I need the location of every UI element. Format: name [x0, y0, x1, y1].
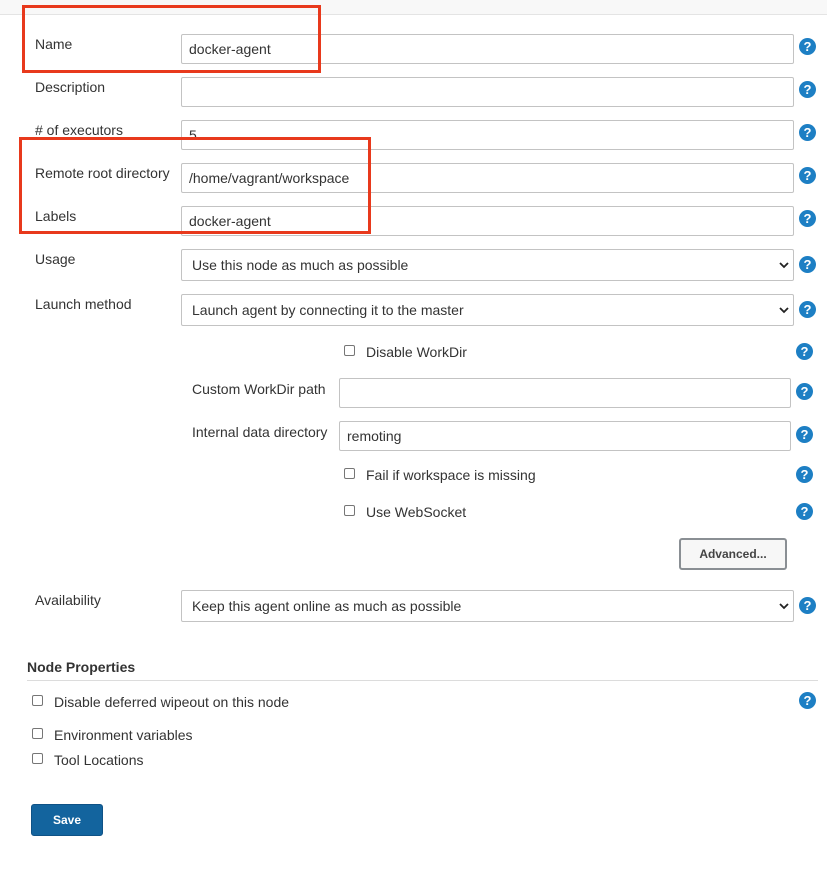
internal-data-label: Internal data directory: [192, 424, 328, 440]
help-icon[interactable]: ?: [799, 256, 816, 273]
usage-select[interactable]: [181, 249, 794, 281]
help-icon[interactable]: ?: [799, 597, 816, 614]
labels-label: Labels: [35, 208, 77, 224]
fail-if-missing-checkbox[interactable]: [344, 468, 355, 479]
help-icon[interactable]: ?: [796, 343, 813, 360]
help-icon[interactable]: ?: [799, 210, 816, 227]
use-websocket-label: Use WebSocket: [366, 504, 467, 520]
launch-method-label: Launch method: [35, 296, 132, 312]
chevron-down-icon: [779, 260, 789, 270]
chevron-down-icon: [779, 601, 789, 611]
tool-locations-checkbox[interactable]: [32, 753, 43, 764]
help-icon[interactable]: ?: [799, 81, 816, 98]
description-input[interactable]: [181, 77, 794, 107]
custom-workdir-input[interactable]: [339, 378, 791, 408]
launch-method-select[interactable]: [181, 294, 794, 326]
help-icon[interactable]: ?: [796, 426, 813, 443]
chevron-down-icon: [779, 305, 789, 315]
disable-workdir-checkbox[interactable]: [344, 345, 355, 356]
executors-input[interactable]: [181, 120, 794, 150]
help-icon[interactable]: ?: [799, 167, 816, 184]
custom-workdir-label: Custom WorkDir path: [192, 381, 326, 397]
availability-label: Availability: [35, 592, 101, 608]
name-input[interactable]: [181, 34, 794, 64]
help-icon[interactable]: ?: [799, 301, 816, 318]
top-bar: [0, 0, 827, 15]
disable-wipeout-checkbox[interactable]: [32, 695, 43, 706]
help-icon[interactable]: ?: [796, 383, 813, 400]
launch-method-select-value: Launch agent by connecting it to the master: [192, 302, 464, 318]
help-icon[interactable]: ?: [796, 503, 813, 520]
name-label: Name: [35, 36, 73, 52]
disable-workdir-label: Disable WorkDir: [366, 344, 467, 360]
help-icon[interactable]: ?: [799, 124, 816, 141]
executors-label: # of executors: [35, 122, 123, 138]
environment-variables-label: Environment variables: [54, 727, 193, 743]
remote-root-label: Remote root directory: [35, 165, 170, 181]
save-button[interactable]: Save: [31, 804, 103, 836]
description-label: Description: [35, 79, 106, 95]
internal-data-input[interactable]: [339, 421, 791, 451]
usage-select-value: Use this node as much as possible: [192, 257, 409, 273]
environment-variables-checkbox[interactable]: [32, 728, 43, 739]
availability-select-value: Keep this agent online as much as possible: [192, 598, 462, 614]
use-websocket-checkbox[interactable]: [344, 505, 355, 516]
help-icon[interactable]: ?: [799, 38, 816, 55]
usage-label: Usage: [35, 251, 76, 267]
labels-input[interactable]: [181, 206, 794, 236]
section-divider: [27, 680, 818, 681]
node-properties-title: Node Properties: [27, 659, 136, 675]
advanced-button[interactable]: Advanced...: [679, 538, 787, 570]
remote-root-input[interactable]: [181, 163, 794, 193]
help-icon[interactable]: ?: [796, 466, 813, 483]
availability-select[interactable]: [181, 590, 794, 622]
help-icon[interactable]: ?: [799, 692, 816, 709]
disable-wipeout-label: Disable deferred wipeout on this node: [54, 694, 290, 710]
fail-if-missing-label: Fail if workspace is missing: [366, 467, 536, 483]
tool-locations-label: Tool Locations: [54, 752, 144, 768]
